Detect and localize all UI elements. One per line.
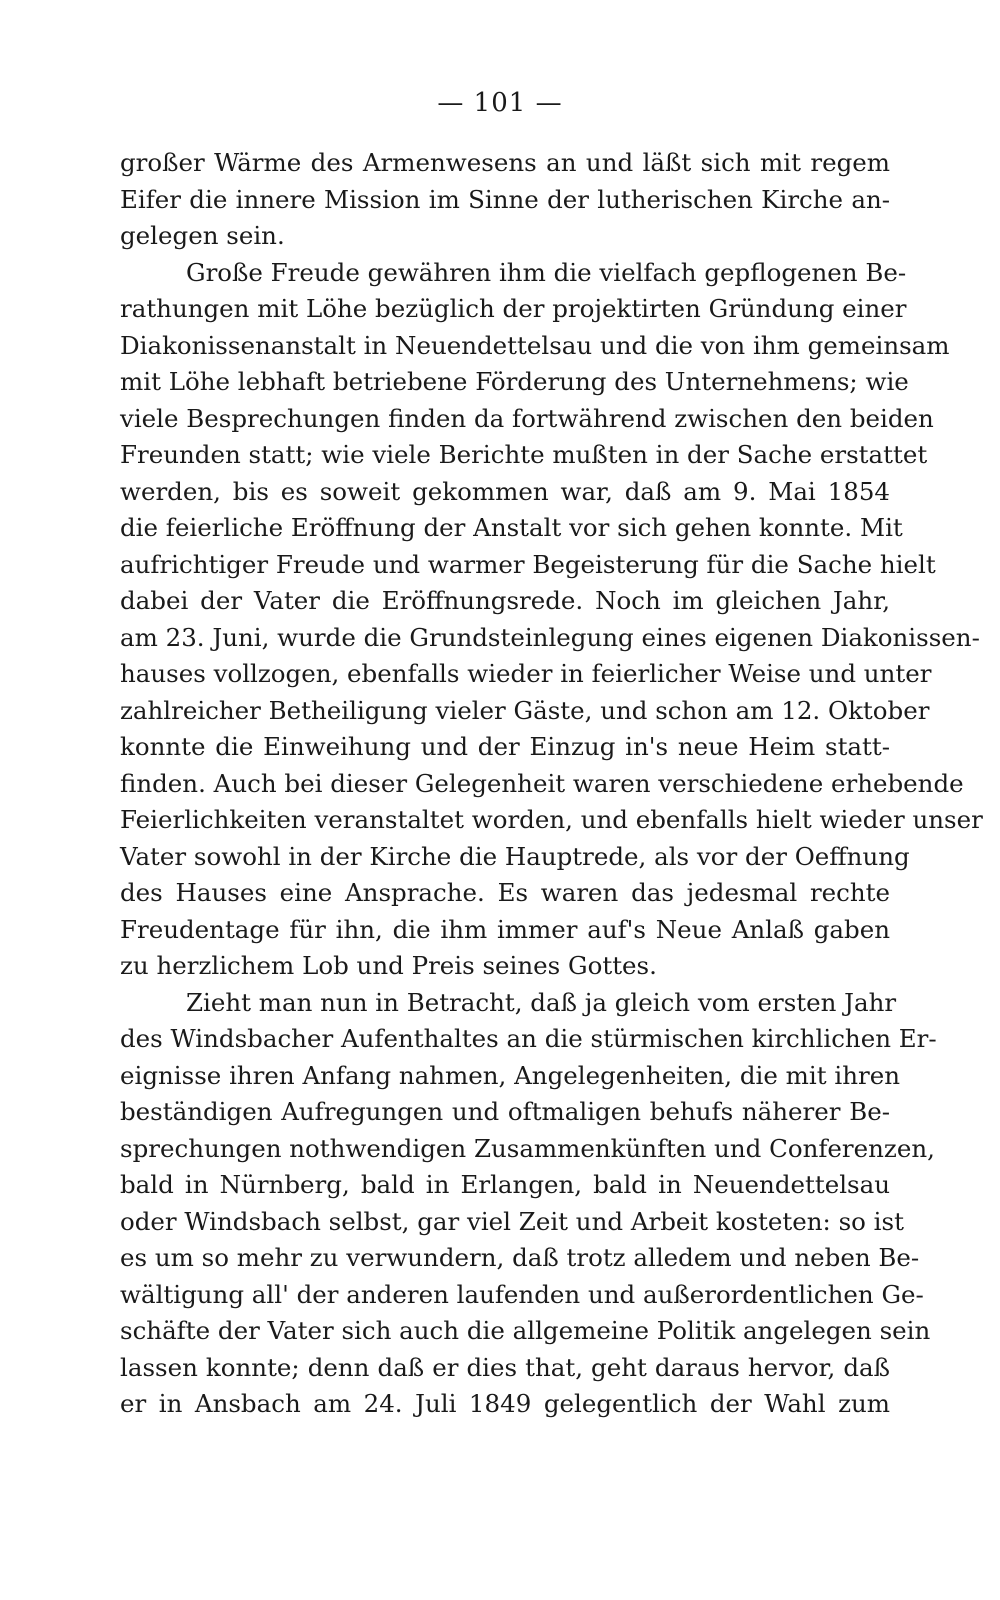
text-line: sprechungen nothwendigen Zusammenkünften und Conferenzen, xyxy=(120,1133,935,1163)
text-line: mit Löhe lebhaft betriebene Förderung des Unternehmens; wie xyxy=(120,367,909,396)
text-line: Zieht man nun in Betracht, daß ja gleich vom ersten Jahr xyxy=(186,987,897,1017)
body-text xyxy=(120,145,983,1423)
text-line: des Windsbacher Aufenthaltes an die stürmischen kirchlichen Er- xyxy=(120,1024,937,1053)
text-line: Große Freude gewähren ihm die vielfach gepflogenen Be- xyxy=(186,257,907,287)
text-line: aufrichtiger Freude und warmer Begeisterung für die Sache hielt xyxy=(120,549,936,579)
text-line: werden, bis es soweit gekommen war, daß am 9. Mai 1854 xyxy=(120,476,890,506)
text-line: großer Wärme des Armenwesens an und läßt sich mit regem xyxy=(120,148,890,177)
text-line: schäfte der Vater sich auch die allgemeine Politik angelegen sein xyxy=(120,1316,931,1345)
text-line: Eifer die innere Mission im Sinne der lutherischen Kirche an- xyxy=(120,184,890,214)
text-line: zahlreicher Betheiligung vieler Gäste, und schon am 12. Oktober xyxy=(120,695,930,725)
page-number: — 101 — xyxy=(437,88,563,118)
text-line: wältigung all' der anderen laufenden und außerordentlichen Ge- xyxy=(120,1279,924,1309)
text-line: Feierlichkeiten veranstaltet worden, und ebenfalls hielt wieder unser xyxy=(120,805,983,834)
text-line: konnte die Einweihung und der Einzug in's neue Heim statt- xyxy=(120,732,890,761)
text-line: finden. Auch bei dieser Gelegenheit waren verschiedene erhebende xyxy=(120,768,964,798)
text-line: zu herzlichem Lob und Preis seines Gottes. xyxy=(120,951,657,980)
text-line: beständigen Aufregungen und oftmaligen behufs näherer Be- xyxy=(120,1097,890,1126)
text-line: es um so mehr zu verwundern, daß trotz alledem und neben Be- xyxy=(120,1243,920,1272)
text-line: oder Windsbach selbst, gar viel Zeit und Arbeit kosteten: so ist xyxy=(120,1206,904,1236)
text-line: rathungen mit Löhe bezüglich der projektirten Gründung einer xyxy=(120,294,907,323)
text-line: er in Ansbach am 24. Juli 1849 gelegentlich der Wahl zum xyxy=(120,1389,890,1418)
text-line: eignisse ihren Anfang nahmen, Angelegenheiten, die mit ihren xyxy=(120,1060,900,1090)
text-line: Freunden statt; wie viele Berichte mußten in der Sache erstattet xyxy=(120,440,928,469)
text-line: viele Besprechungen finden da fortwährend zwischen den beiden xyxy=(120,403,934,433)
text-line: Diakonissenanstalt in Neuendettelsau und die von ihm gemeinsam xyxy=(120,330,950,360)
text-line: dabei der Vater die Eröffnungsrede. Noch im gleichen Jahr, xyxy=(120,586,890,615)
text-line: am 23. Juni, wurde die Grundsteinlegung eines eigenen Diakonissen- xyxy=(120,622,980,652)
text-line: gelegen sein. xyxy=(120,221,285,250)
text-line: des Hauses eine Ansprache. Es waren das jedesmal rechte xyxy=(120,878,890,907)
text-line: Vater sowohl in der Kirche die Hauptrede, als vor der Oeffnung xyxy=(120,841,910,871)
text-line: hauses vollzogen, ebenfalls wieder in feierlicher Weise und unter xyxy=(120,659,932,688)
text-line: Freudentage für ihn, die ihm immer auf's Neue Anlaß gaben xyxy=(120,914,890,944)
text-line: lassen konnte; denn daß er dies that, geht daraus hervor, daß xyxy=(120,1352,890,1382)
text-line: die feierliche Eröffnung der Anstalt vor sich gehen konnte. Mit xyxy=(120,513,903,542)
text-line: bald in Nürnberg, bald in Erlangen, bald in Neuendettelsau xyxy=(120,1170,890,1199)
